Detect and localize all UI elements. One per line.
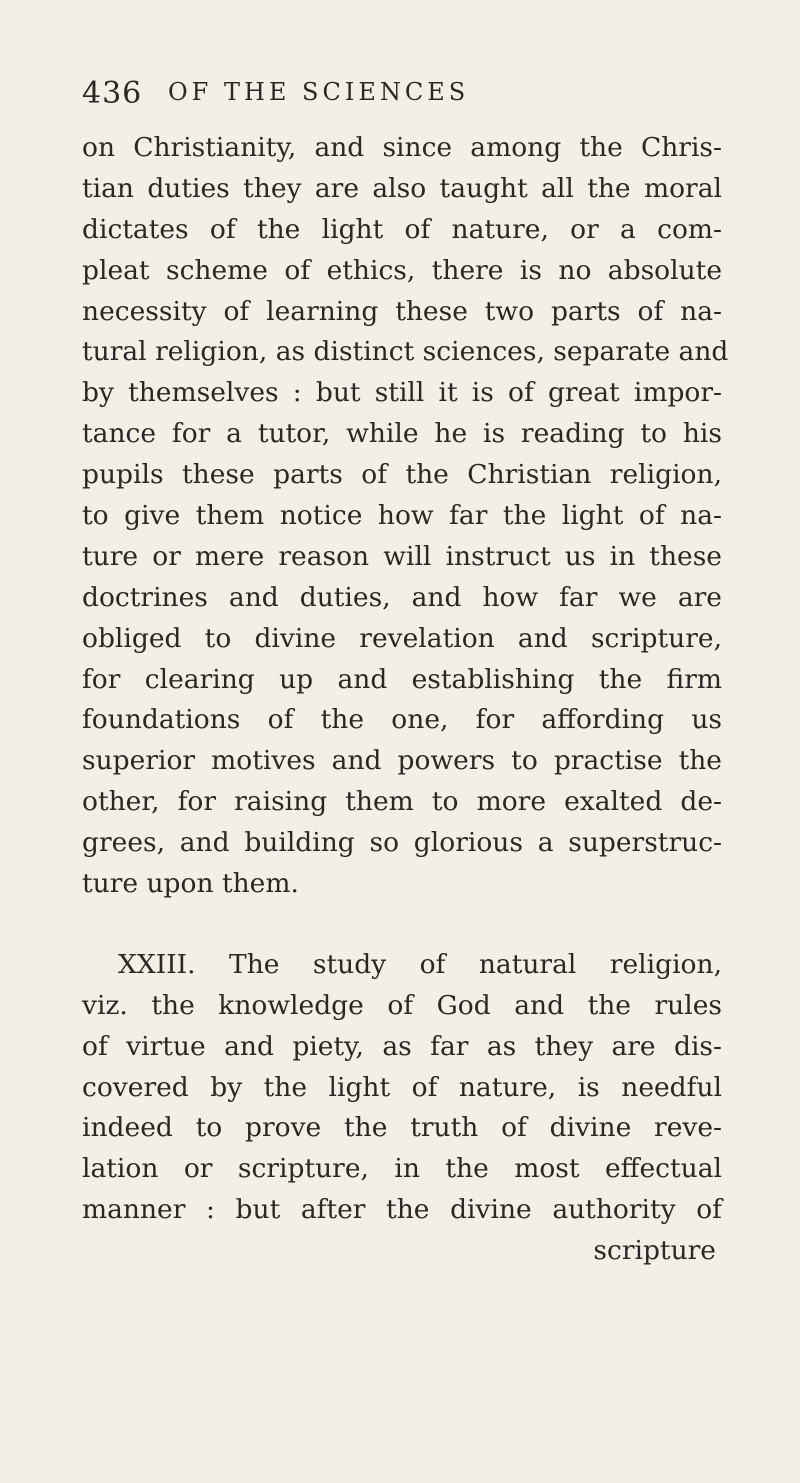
text-line: ture or mere reason will instruct us in these: [82, 540, 722, 572]
text-line: covered by the light of nature, is needful: [82, 1071, 722, 1103]
text-line: grees, and building so glorious a superstruc-: [82, 827, 722, 859]
paragraph-1: [82, 128, 729, 905]
text-line: ture upon them.: [82, 868, 299, 900]
page-number: 436: [82, 76, 143, 111]
text-line: obliged to divine revelation and scripture,: [82, 622, 722, 654]
text-line: pupils these parts of the Christian religion,: [82, 459, 722, 491]
section-heading-line: XXIII. The study of natural religion,: [118, 948, 722, 980]
text-line: indeed to prove the truth of divine reve-: [82, 1112, 722, 1144]
text-line: by themselves : but still it is of great impor-: [82, 377, 722, 409]
text-line: for clearing up and establishing the firm: [82, 663, 722, 695]
paragraph-2: [82, 945, 722, 1272]
body-text: [82, 128, 729, 1272]
text-line: tance for a tutor, while he is reading to his: [82, 418, 722, 450]
text-line: to give them notice how far the light of na-: [82, 500, 722, 532]
paragraph-gap: [82, 905, 722, 945]
text-line: tian duties they are also taught all the moral: [82, 172, 722, 204]
text-line: doctrines and duties, and how far we are: [82, 581, 722, 613]
text-line: viz. the knowledge of God and the rules: [82, 989, 722, 1021]
catchword: scripture: [593, 1235, 716, 1267]
text-line: necessity of learning these two parts of na-: [82, 295, 722, 327]
text-line: lation or scripture, in the most effectual: [82, 1153, 722, 1185]
text-line: foundations of the one, for affording us: [82, 704, 722, 736]
running-head: OF THE SCIENCES: [168, 78, 470, 106]
text-line: on Christianity, and since among the Chris-: [82, 132, 722, 163]
text-line: superior motives and powers to practise the: [82, 745, 722, 777]
text-line: manner : but after the divine authority of: [82, 1194, 722, 1226]
text-line: dictates of the light of nature, or a com-: [82, 213, 722, 245]
text-line: pleat scheme of ethics, there is no absolute: [82, 254, 722, 286]
text-line: other, for raising them to more exalted de-: [82, 786, 722, 818]
text-line: tural religion, as distinct sciences, separate and: [82, 336, 729, 368]
page-header: [82, 72, 722, 112]
text-line: of virtue and piety, as far as they are dis-: [82, 1030, 722, 1062]
